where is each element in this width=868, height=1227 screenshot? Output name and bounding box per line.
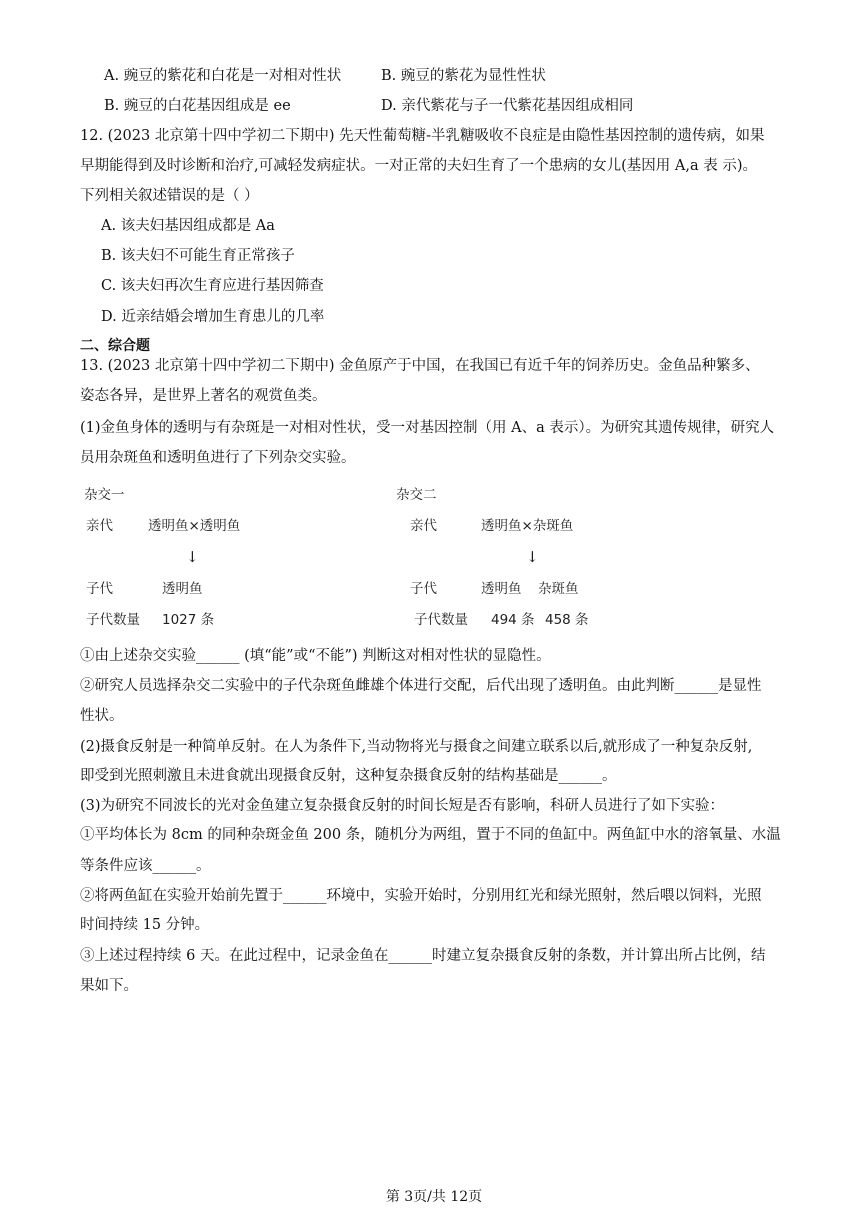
page-footer: 第 3页/共 12页: [385, 1189, 483, 1205]
cross-one-child-label: 子代: [86, 581, 113, 597]
cross-one-parent-label: 亲代: [86, 518, 113, 534]
q13-part2-line1: (2)摄食反射是一种简单反射。在人为条件下,当动物将光与摄食之间建立联系以后,就形成了一种复杂反射,: [80, 739, 753, 755]
q13-part3-step1-line1: ①平均体长为 8cm 的同种杂斑金鱼 200 条，随机分为两组，置于不同的鱼缸中。两鱼缸中水的溶氧量、水温: [80, 827, 781, 843]
cross-two-count-label: 子代数量: [414, 612, 468, 628]
q12-stem-line2: 早期能得到及时诊断和治疗,可减轻发病症状。一对正常的夫妇生育了一个患病的女儿(基因用 A,a 表 示)。: [80, 158, 757, 174]
q12-stem-line3: 下列相关叙述错误的是（ ）: [80, 188, 259, 204]
q11-option-c: B. 豌豆的白花基因组成是 ee: [104, 98, 291, 114]
cross-two-parent-label: 亲代: [410, 518, 437, 534]
q12-option-b: B. 该夫妇不可能生育正常孩子: [101, 248, 295, 264]
q13-intro-line2: 姿态各异，是世界上著名的观赏鱼类。: [80, 388, 327, 404]
q13-part1-line2: 员用杂斑鱼和透明鱼进行了下列杂交实验。: [80, 450, 356, 466]
cross-two-arrow: ↓: [526, 548, 539, 566]
q13-part3-step1-line2: 等条件应该______。: [80, 858, 211, 874]
cross-two-count-value-2: 458 条: [545, 612, 589, 628]
cross-one-child-value: 透明鱼: [162, 581, 203, 597]
q12-option-a: A. 该夫妇基因组成都是 Aa: [101, 218, 275, 234]
q11-option-d: D. 亲代紫花与子一代紫花基因组成相同: [381, 98, 634, 114]
q12-stem-line1: 12. (2023 北京第十四中学初二下期中) 先天性葡萄糖-半乳糖吸收不良症是由隐性基因控制的遗传病，如果: [80, 128, 765, 144]
q13-part3-step2-line1: ②将两鱼缸在实验开始前先置于______环境中，实验开始时，分别用红光和绿光照射，然后喂以饲料，光照: [80, 888, 762, 904]
cross-one-parent-value: 透明鱼×透明鱼: [148, 518, 241, 534]
q13-part3-step3-line2: 果如下。: [80, 978, 138, 994]
q13-intro-line1: 13. (2023 北京第十四中学初二下期中) 金鱼原产于中国，在我国已有近千年的饲养历史。金鱼品种繁多、: [80, 358, 760, 374]
cross-one-count-value: 1027 条: [162, 612, 215, 628]
cross-two-count-value-1: 494 条: [491, 612, 535, 628]
q12-option-c: C. 该夫妇再次生育应进行基因筛查: [101, 278, 324, 294]
section-title: 二、综合题: [80, 338, 150, 354]
q13-sub2-line1: ②研究人员选择杂交二实验中的子代杂斑鱼雌雄个体进行交配，后代出现了透明鱼。由此判断______是显性: [80, 678, 762, 694]
q11-option-a: A. 豌豆的紫花和白花是一对相对性状: [104, 68, 342, 84]
cross-two-child-label: 子代: [410, 581, 437, 597]
q13-part3-line1: (3)为研究不同波长的光对金鱼建立复杂摄食反射的时间长短是否有影响，科研人员进行了如下实验：: [80, 798, 725, 814]
q12-option-d: D. 近亲结婚会增加生育患儿的几率: [101, 309, 325, 325]
cross-one-count-label: 子代数量: [86, 612, 140, 628]
cross-one-arrow: ↓: [186, 548, 199, 566]
q13-part1-line1: (1)金鱼身体的透明与有杂斑是一对相对性状，受一对基因控制（用 A、a 表示）。为研究其遗传规律，研究人: [80, 420, 775, 436]
cross-two-child-value-1: 透明鱼: [481, 581, 522, 597]
cross-one-title: 杂交一: [84, 487, 125, 503]
q13-sub2-line2: 性状。: [80, 708, 124, 724]
cross-two-title: 杂交二: [396, 487, 437, 503]
q13-part3-step2-line2: 时间持续 15 分钟。: [80, 917, 210, 933]
q13-part3-step3-line1: ③上述过程持续 6 天。在此过程中，记录金鱼在______时建立复杂摄食反射的条数，并计算出所占比例，结: [80, 948, 766, 964]
cross-two-parent-value: 透明鱼×杂斑鱼: [481, 518, 574, 534]
q11-option-b: B. 豌豆的紫花为显性性状: [381, 68, 546, 84]
q13-sub1: ①由上述杂交实验______ (填“能”或“不能”) 判断这对相对性状的显隐性。: [80, 648, 551, 664]
cross-two-child-value-2: 杂斑鱼: [538, 581, 579, 597]
q13-part2-line2: 即受到光照刺激且未进食就出现摄食反射，这种复杂摄食反射的结构基础是______。: [80, 768, 617, 784]
